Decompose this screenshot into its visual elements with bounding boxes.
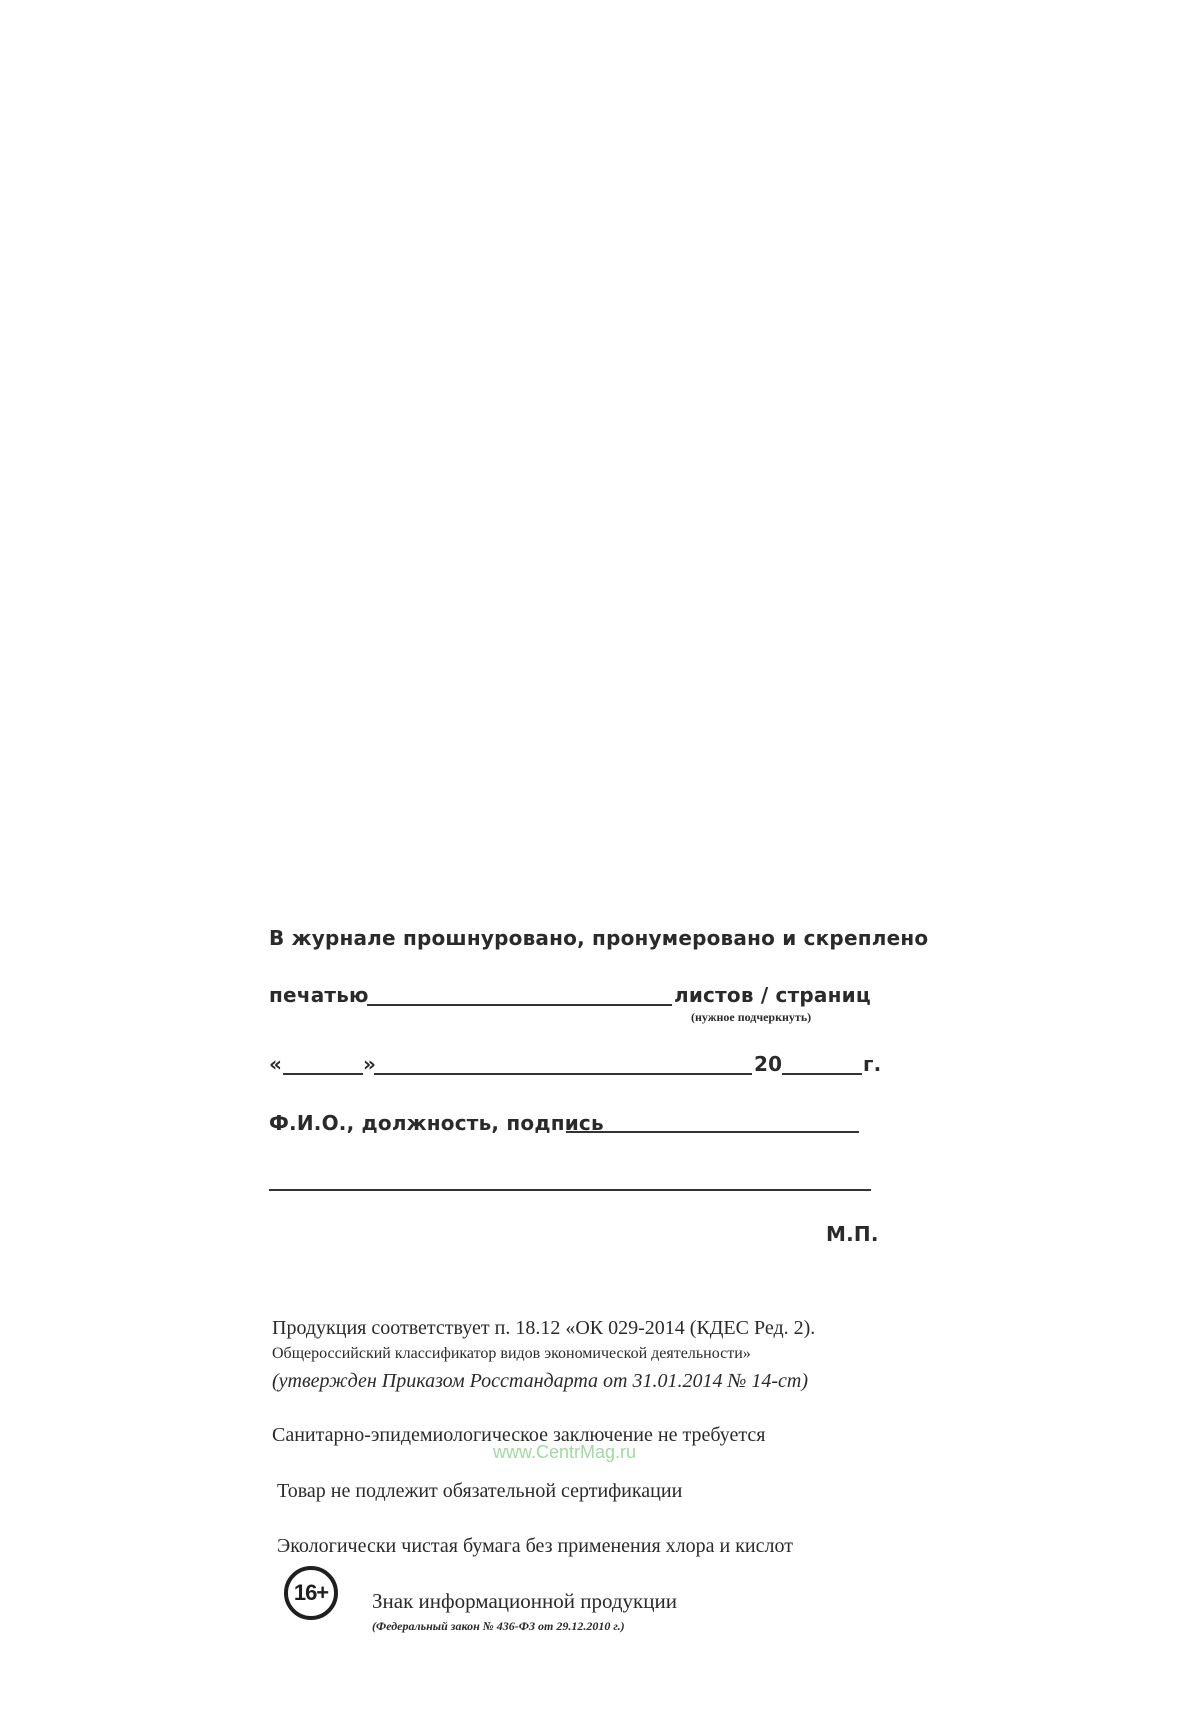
- signature-line: [269, 1189, 871, 1191]
- sheets-hint: (нужное подчеркнуть): [691, 1010, 812, 1024]
- certification-line-1: В журнале прошнуровано, пронумеровано и скреплено: [269, 926, 929, 950]
- sheets-count-blank: [367, 1004, 672, 1006]
- eco-paper-note: Экологически чистая бумага без применения хлора и кислот: [277, 1535, 793, 1557]
- quote-close: »: [363, 1052, 377, 1076]
- age-mark-law: (Федеральный закон № 436-ФЗ от 29.12.2010 г.): [372, 1619, 625, 1633]
- stamp-place: М.П.: [826, 1222, 879, 1246]
- quote-open: «: [269, 1052, 283, 1076]
- signer-blank: [566, 1131, 859, 1133]
- signer-label: Ф.И.О., должность, подпись: [269, 1111, 604, 1135]
- compliance-line-2: Общероссийский классификатор видов экономической деятельности»: [272, 1345, 751, 1362]
- year-suffix: г.: [863, 1052, 882, 1076]
- age-mark-title: Знак информационной продукции: [372, 1589, 677, 1613]
- year-prefix: 20: [754, 1052, 783, 1076]
- age-rating-badge: [284, 1566, 338, 1620]
- sanitary-note: Санитарно-эпидемиологическое заключение не требуется: [272, 1424, 766, 1446]
- sheets-label: листов / страниц: [674, 983, 871, 1007]
- compliance-line-3: (утвержден Приказом Росстандарта от 31.01.2014 № 14-ст): [272, 1370, 808, 1392]
- certification-note: Товар не подлежит обязательной сертификации: [277, 1480, 683, 1502]
- compliance-line-1: Продукция соответствует п. 18.12 «ОК 029-2014 (КДЕС Ред. 2).: [272, 1317, 816, 1339]
- year-blank: [782, 1073, 862, 1075]
- age-rating-text: 16+: [293, 1580, 329, 1605]
- day-blank: [283, 1073, 363, 1075]
- watermark: www.CentrMag.ru: [493, 1442, 637, 1462]
- month-blank: [374, 1073, 752, 1075]
- seal-prefix: печатью: [269, 983, 369, 1007]
